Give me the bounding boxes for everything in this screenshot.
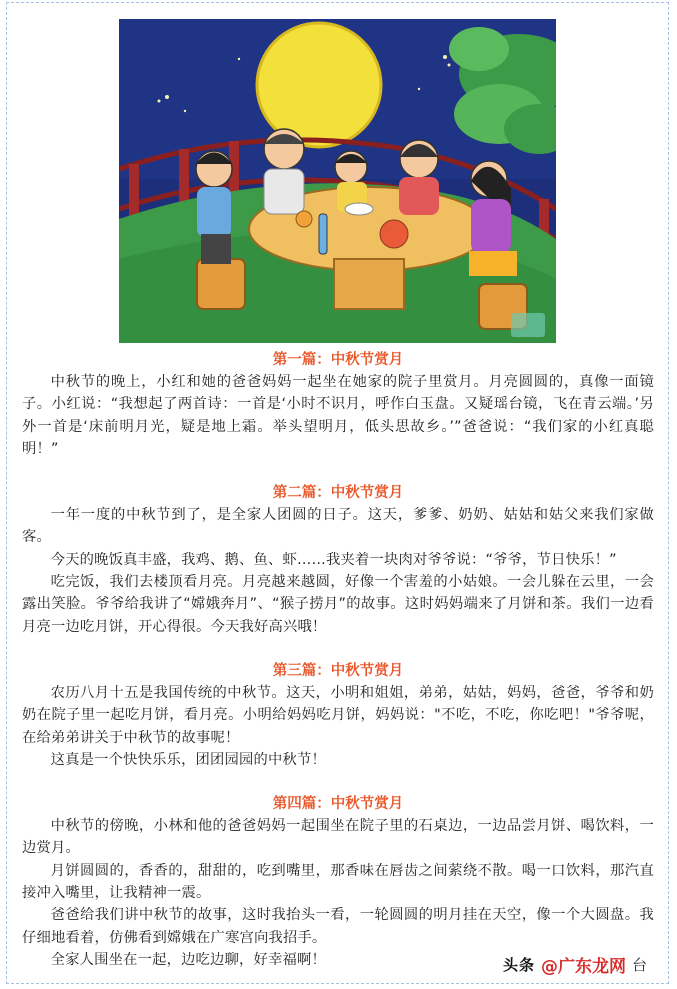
section-title-4: 第四篇：中秋节赏月 — [272, 796, 404, 813]
watermark-tail: 台 — [632, 955, 648, 974]
watermark-logo: @广东龙网 — [539, 952, 628, 977]
paragraph: 全家人围坐在一起，边吃边聊，好幸福啊！ — [50, 951, 327, 968]
paragraph: 中秋节的傍晚，小林和他的爸爸妈妈一起围坐在院子里的石桌边，一边品尝月饼、喝饮料，一边赏月。 — [22, 818, 654, 857]
paragraph: 爸爸给我们讲中秋节的故事，这时我抬头一看，一轮圆圆的明月挂在天空，像一个大圆盘。我仔细地看着，仿佛看到嫦娥在广寒宫向我招手。 — [22, 907, 654, 946]
paragraph: 这真是一个快快乐乐，团团园园的中秋节！ — [50, 751, 327, 768]
paragraph: 农历八月十五是我国传统的中秋节。这天，小明和姐姐，弟弟，姑姑，妈妈，爸爸，爷爷和奶奶在院子里一起吃月饼，看月亮。小明给妈妈吃月饼，妈妈说："不吃，不吃，你吃吧！"爷爷呢，在给弟弟讲关于中秋节的故事呢！ — [22, 684, 654, 746]
section-title-3: 第三篇：中秋节赏月 — [272, 662, 404, 679]
paragraph: 一年一度的中秋节到了，是全家人团圆的日子。这天，爹爹、奶奶、姑姑和姑父来我们家做客。 — [22, 507, 654, 546]
mid-autumn-illustration — [119, 19, 556, 343]
paragraph: 中秋节的晚上，小红和她的爸爸妈妈一起坐在她家的院子里赏月。月亮圆圆的，真像一面镜子。小红说：“我想起了两首诗：一首是‘小时不识月，呼作白玉盘。又疑瑶台镜，飞在青云端。’另外一首是‘床前明月光，疑是地上霜。举头望明月，低头思故乡。’”爸爸说：“我们家的小红真聪明！” — [22, 374, 654, 457]
section-title-1: 第一篇：中秋节赏月 — [272, 352, 404, 368]
article-body — [22, 349, 654, 971]
source-watermark — [503, 950, 663, 978]
section-title-2: 第二篇：中秋节赏月 — [272, 485, 404, 502]
paragraph: 月饼圆圆的，香香的，甜甜的，吃到嘴里，那香味在唇齿之间萦绕不散。喝一口饮料，那汽直接冲入嘴里，让我精神一震。 — [22, 862, 654, 902]
paragraph: 今天的晚饭真丰盛，我鸡、鹅、鱼、虾……我夹着一块肉对爷爷说：“爷爷，节日快乐！” — [50, 551, 617, 568]
paragraph: 吃完饭，我们去楼顶看月亮。月亮越来越圆，好像一个害羞的小姑娘。一会儿躲在云里，一会露出笑脸。爷爷给我讲了“嫦娥奔月”、“猴子捞月”的故事。这时妈妈端来了月饼和茶。我们一边看月亮一边吃月饼，开心得很。今天我好高兴哦！ — [22, 574, 654, 635]
watermark-brand: 头条 — [503, 955, 536, 974]
